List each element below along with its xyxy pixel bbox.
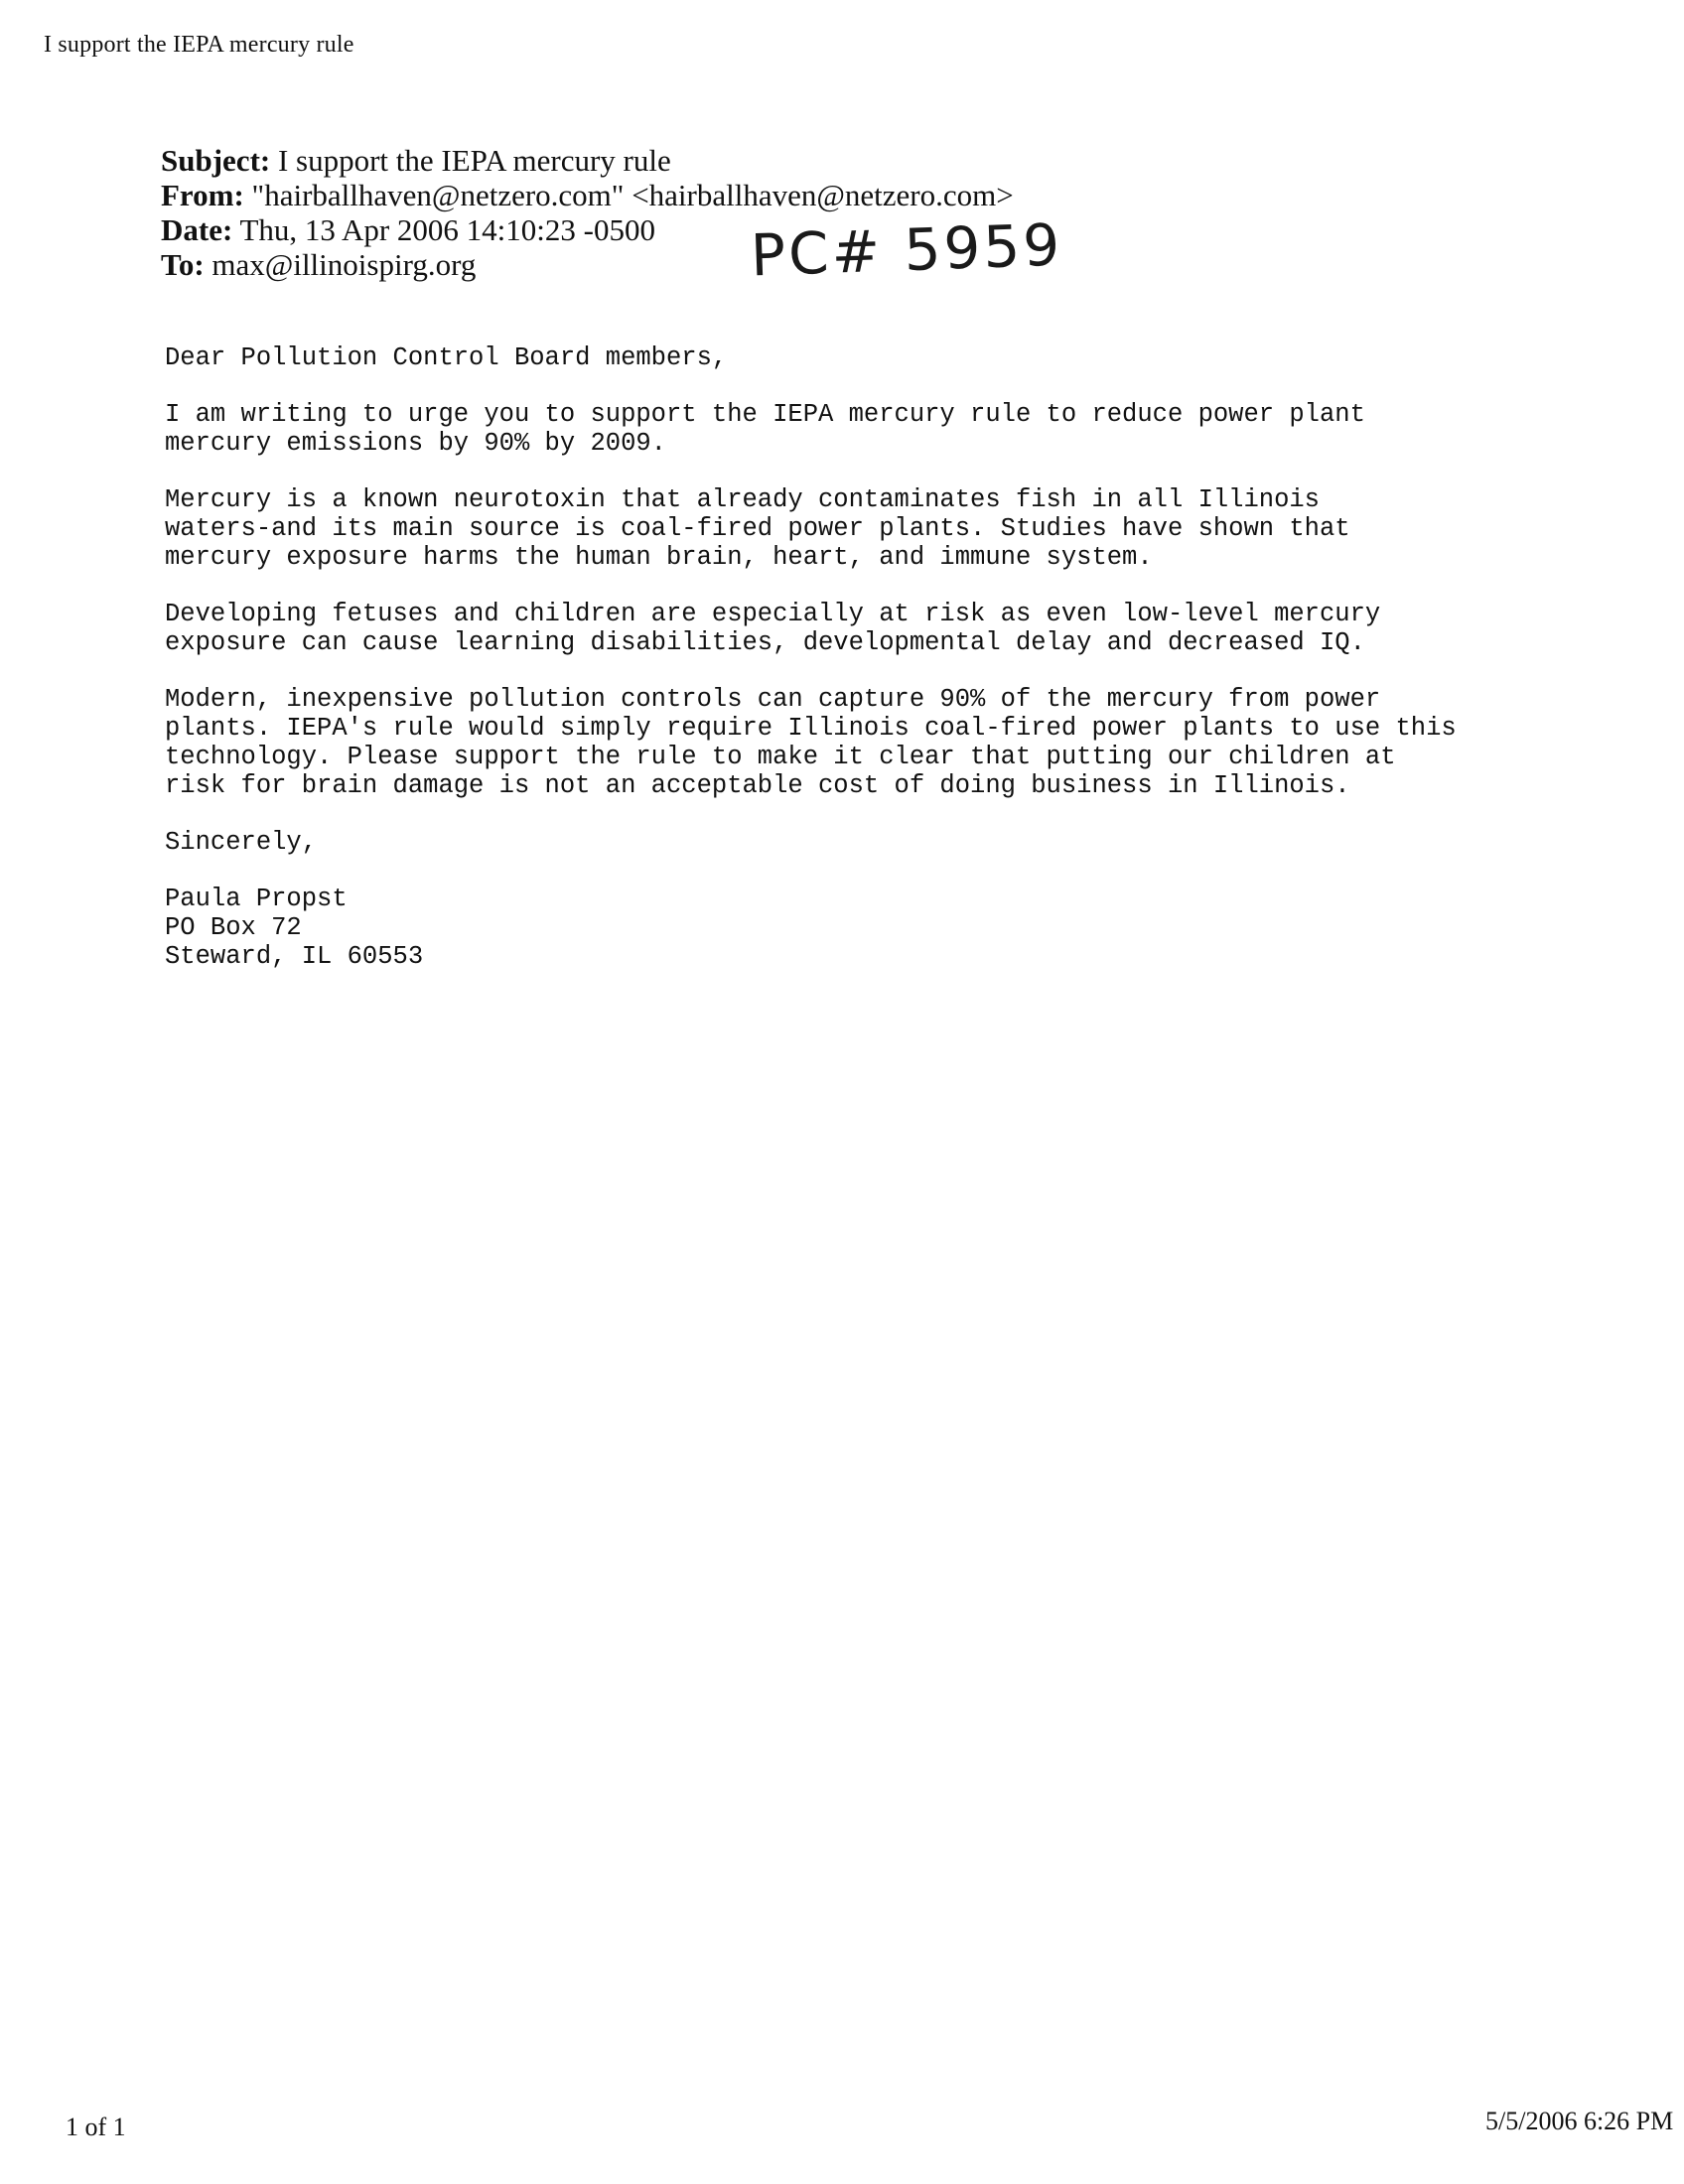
signature-block [165, 885, 1575, 971]
to-value: max@illinoispirg.org [211, 246, 477, 282]
from-value: "hairballhaven@netzero.com" <hairballhaven@netzero.com> [251, 177, 1014, 212]
print-header-title: I support the IEPA mercury rule [44, 32, 354, 58]
page-number: 1 of 1 [66, 2113, 126, 2141]
body-paragraph: I am writing to urge you to support the IEPA mercury rule to reduce power plant mercury emissions by 90% by 2009. [165, 400, 1365, 458]
subject-label: Subject: [161, 143, 271, 178]
from-row [161, 177, 1014, 212]
signature-address-line1: PO Box 72 [165, 913, 302, 942]
handwritten-pc-number-stamp: PC# 5959 [749, 210, 1064, 290]
greeting: Dear Pollution Control Board members, [165, 343, 728, 372]
date-value: Thu, 13 Apr 2006 14:10:23 -0500 [239, 211, 655, 247]
email-body [165, 343, 1575, 971]
body-paragraph: Mercury is a known neurotoxin that already contaminates fish in all Illinois waters-and its main source is coal-fired power plants. Studies have shown that mercury exposure harms the human brain, heart, and immune system. [165, 485, 1350, 572]
date-label: Date: [161, 211, 233, 247]
subject-row [161, 145, 1014, 178]
signature-name: Paula Propst [165, 885, 348, 913]
body-paragraph: Modern, inexpensive pollution controls can capture 90% of the mercury from power plants. IEPA's rule would simply require Illinois coal-fired power plants to use this technology. Please support the rule to make it clear that putting our children at risk for brain damage is not an acceptable cost of doing business in Illinois. [165, 685, 1457, 800]
body-paragraph: Developing fetuses and children are especially at risk as even low-level mercury exposure can cause learning disabilities, developmental delay and decreased IQ. [165, 600, 1381, 657]
printed-datetime: 5/5/2006 6:26 PM [1485, 2107, 1674, 2135]
closing: Sincerely, [165, 828, 318, 857]
to-label: To: [161, 246, 205, 282]
subject-value: I support the IEPA mercury rule [277, 143, 671, 178]
signature-address-line2: Steward, IL 60553 [165, 942, 424, 971]
from-label: From: [161, 177, 244, 212]
